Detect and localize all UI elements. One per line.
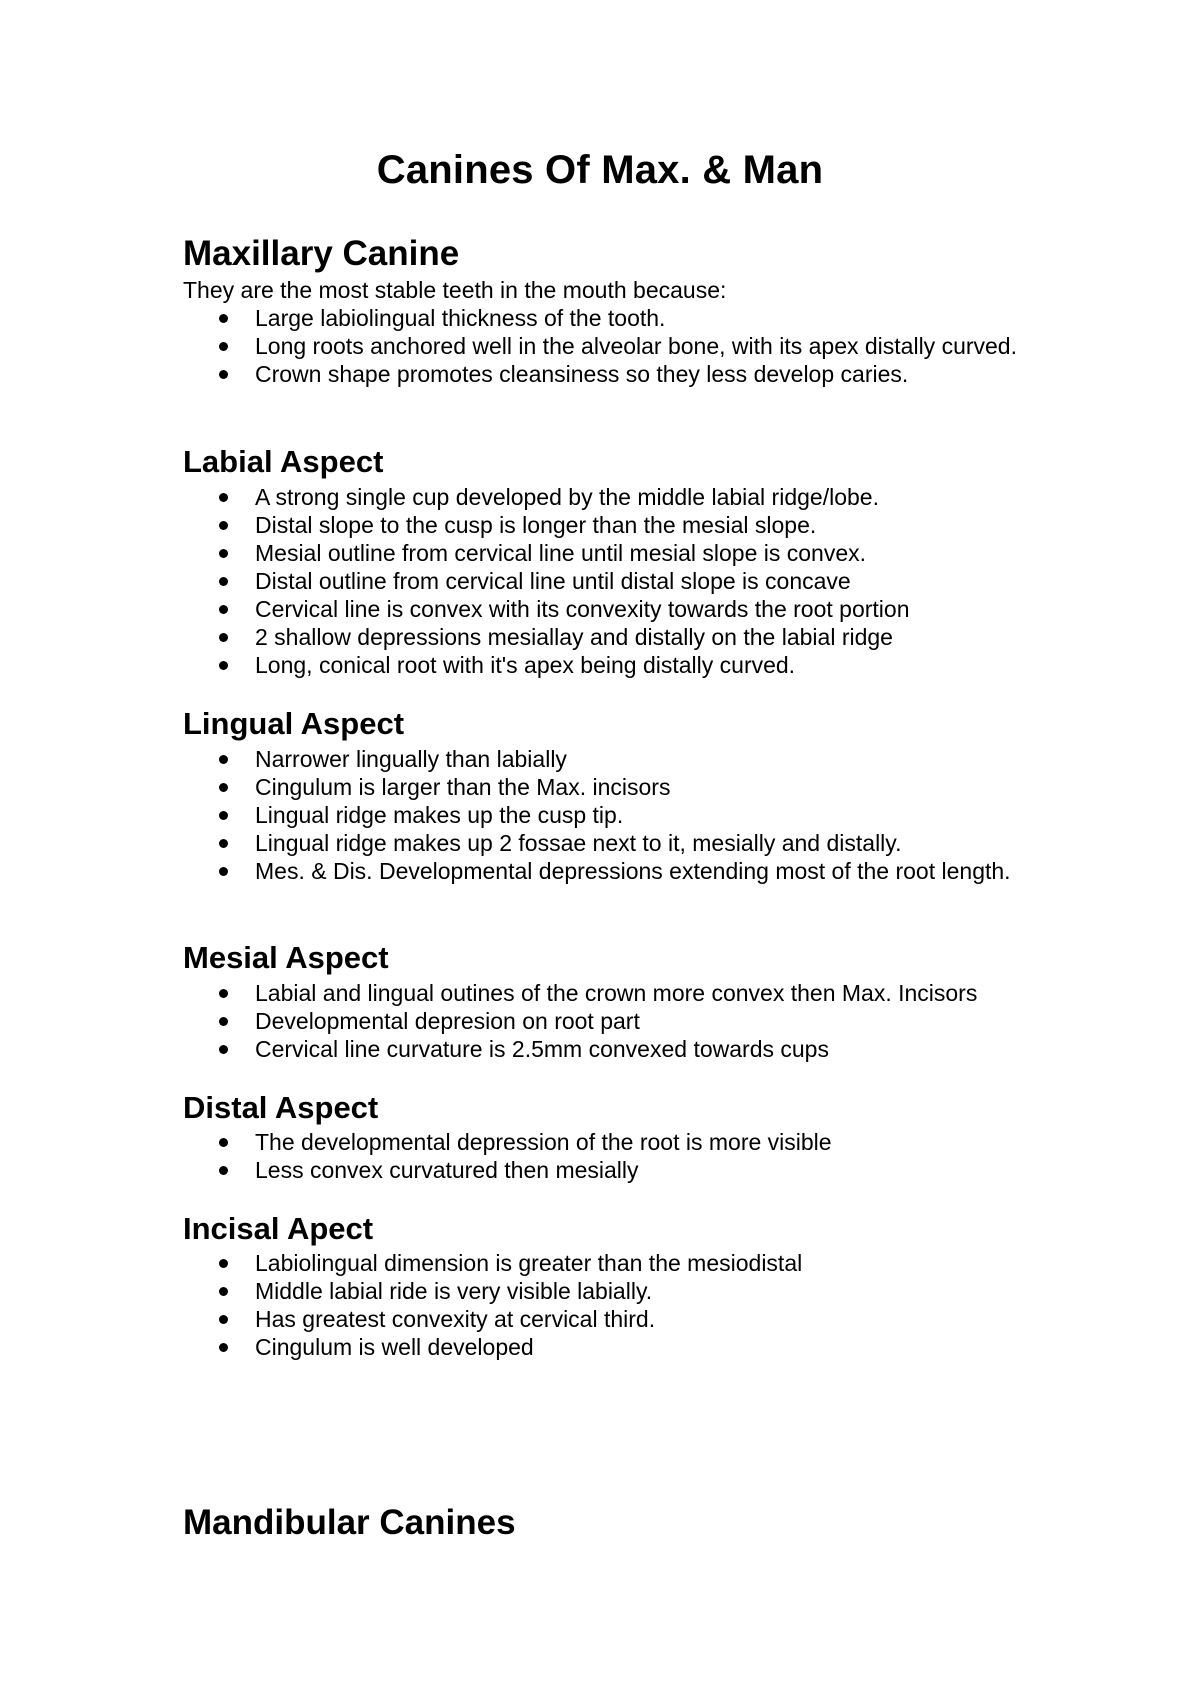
bullet-icon: [219, 989, 228, 998]
mesial-aspect-heading: Mesial Aspect: [183, 940, 389, 975]
maxillary-bullet-list: [0, 304, 1035, 388]
bullet-icon: [219, 1315, 228, 1324]
list-item: [0, 360, 1035, 388]
bullet-icon: [219, 755, 228, 764]
list-item-text: The developmental depression of the root is more visible: [255, 1129, 832, 1155]
list-item-text: Distal slope to the cusp is longer than the mesial slope.: [255, 512, 817, 538]
list-item: [0, 595, 1035, 623]
maxillary-canine-heading: Maxillary Canine: [183, 234, 460, 273]
list-item: [0, 857, 1035, 885]
bullet-icon: [219, 605, 228, 614]
list-item: [0, 773, 1035, 801]
list-item: [0, 1277, 1035, 1305]
list-item-text: Labiolingual dimension is greater than the mesiodistal: [255, 1250, 803, 1276]
bullet-icon: [219, 811, 228, 820]
bullet-icon: [219, 1017, 228, 1026]
bullet-icon: [219, 370, 228, 379]
lingual-aspect-heading: Lingual Aspect: [183, 706, 405, 741]
list-item-text: Long roots anchored well in the alveolar bone, with its apex distally curved.: [255, 333, 1017, 359]
bullet-icon: [219, 1259, 228, 1268]
list-item-text: Has greatest convexity at cervical third.: [255, 1306, 656, 1332]
list-item: [0, 651, 1035, 679]
bullet-icon: [219, 577, 228, 586]
list-item-text: Less convex curvatured then mesially: [255, 1157, 639, 1183]
bullet-icon: [219, 839, 228, 848]
list-item-text: Cervical line curvature is 2.5mm convexed towards cups: [255, 1036, 829, 1062]
list-item: [0, 539, 1035, 567]
list-item: [0, 745, 1035, 773]
bullet-icon: [219, 1045, 228, 1054]
list-item: [0, 1305, 1035, 1333]
bullet-icon: [219, 1343, 228, 1352]
distal-aspect-heading: Distal Aspect: [183, 1090, 379, 1125]
list-item-text: Large labiolingual thickness of the tooth.: [255, 305, 666, 331]
mesial-bullet-list: [0, 979, 1035, 1063]
bullet-icon: [219, 493, 228, 502]
list-item-text: Mesial outline from cervical line until mesial slope is convex.: [255, 540, 867, 566]
list-item-text: Labial and lingual outines of the crown more convex then Max. Incisors: [255, 980, 978, 1006]
list-item: [0, 1007, 1035, 1035]
list-item: [0, 623, 1035, 651]
incisal-bullet-list: [0, 1249, 1035, 1361]
list-item: [0, 1035, 1035, 1063]
list-item: [0, 1249, 1035, 1277]
bullet-icon: [219, 314, 228, 323]
list-item-text: Cervical line is convex with its convexity towards the root portion: [255, 596, 910, 622]
list-item-text: Distal outline from cervical line until distal slope is concave: [255, 568, 851, 594]
labial-bullet-list: [0, 483, 1035, 679]
list-item-text: Long, conical root with it's apex being distally curved.: [255, 652, 796, 678]
bullet-icon: [219, 1166, 228, 1175]
bullet-icon: [219, 661, 228, 670]
list-item: [0, 829, 1035, 857]
list-item: [0, 1156, 1035, 1184]
maxillary-intro: They are the most stable teeth in the mouth because:: [183, 277, 727, 303]
document-title: Canines Of Max. & Man: [376, 148, 824, 192]
bullet-icon: [219, 549, 228, 558]
list-item: [0, 801, 1035, 829]
list-item-text: Lingual ridge makes up 2 fossae next to it, mesially and distally.: [255, 830, 902, 856]
bullet-icon: [219, 521, 228, 530]
list-item-text: 2 shallow depressions mesiallay and distally on the labial ridge: [255, 624, 893, 650]
list-item-text: Middle labial ride is very visible labially.: [255, 1278, 653, 1304]
bullet-icon: [219, 342, 228, 351]
bullet-icon: [219, 867, 228, 876]
labial-aspect-heading: Labial Aspect: [183, 444, 384, 479]
list-item: [0, 1333, 1035, 1361]
list-item-text: Narrower lingually than labially: [255, 746, 567, 772]
bullet-icon: [219, 1138, 228, 1147]
list-item-text: Mes. & Dis. Developmental depressions extending most of the root length.: [255, 858, 1011, 884]
bullet-icon: [219, 783, 228, 792]
list-item-text: A strong single cup developed by the middle labial ridge/lobe.: [255, 484, 879, 510]
lingual-bullet-list: [0, 745, 1035, 885]
bullet-icon: [219, 1287, 228, 1296]
list-item: [0, 567, 1035, 595]
list-item-text: Cingulum is well developed: [255, 1334, 534, 1360]
list-item-text: Cingulum is larger than the Max. incisors: [255, 774, 671, 800]
list-item: [0, 332, 1035, 360]
list-item: [0, 483, 1035, 511]
bullet-icon: [219, 633, 228, 642]
list-item-text: Lingual ridge makes up the cusp tip.: [255, 802, 624, 828]
distal-bullet-list: [0, 1128, 1035, 1184]
list-item: [0, 979, 1035, 1007]
list-item-text: Crown shape promotes cleansiness so they less develop caries.: [255, 361, 909, 387]
list-item: [0, 304, 1035, 332]
mandibular-canines-heading: Mandibular Canines: [183, 1503, 516, 1542]
list-item: [0, 1128, 1035, 1156]
incisal-aspect-heading: Incisal Apect: [183, 1211, 374, 1246]
list-item: [0, 511, 1035, 539]
list-item-text: Developmental depresion on root part: [255, 1008, 640, 1034]
